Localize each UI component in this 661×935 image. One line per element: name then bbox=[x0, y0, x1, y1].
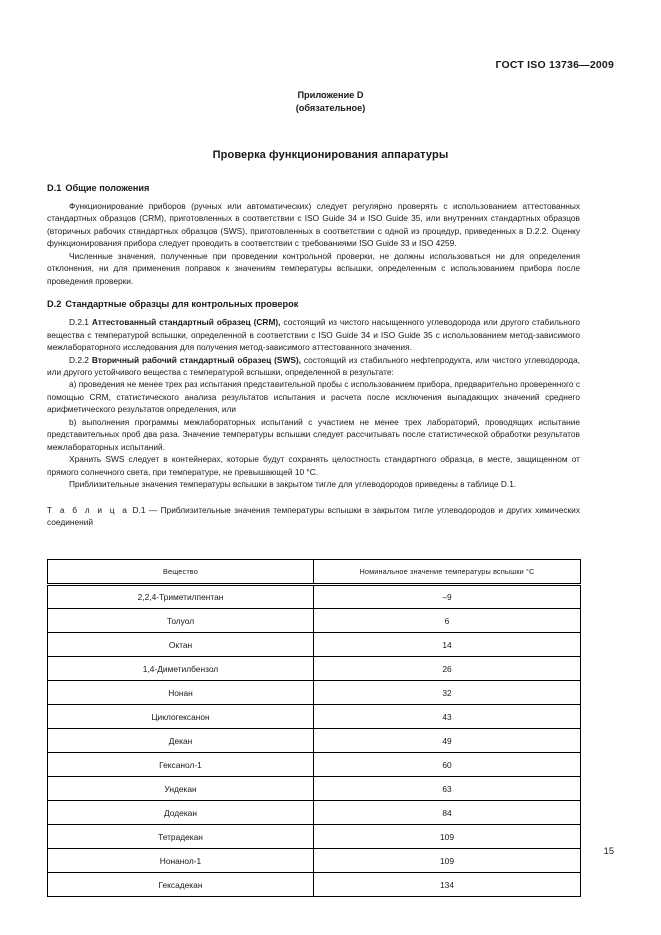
cell-flash-point: 109 bbox=[314, 849, 581, 873]
list-item-b: b) выполнения программы межлабораторных испытаний с участием не менее трех лабораторий, проводящих испытание представительных проб два раза. Значение температуры вспышки следует рассчитывать после статистической обработки результатов межлабораторных испытаний. bbox=[47, 416, 580, 452]
cell-substance: Декан bbox=[48, 729, 314, 753]
paragraph-d1-1: Функционирование приборов (ручных или автоматических) следует регулярно проверять с использованием аттестованных стандартных образцов (CRM), приготовленных в соответствии с ISO Guide 34 и ISO Guide 35, или внутренних стандартных образцов (вторичных рабочих стандартных образцов (SWS), приготовленных в соответствии с одной из процедур, приведенных в D.2.2. Оценку функционирования прибора следует проводить в соответствии с требованиями ISO Guide 33 и ISO 4259. bbox=[47, 201, 580, 249]
paragraph-table-reference: Приблизительные значения температуры вспышки в закрытом тигле для углеводородов приведены в таблице D.1. bbox=[69, 479, 517, 490]
clause-number-d2-1: D.2.1 bbox=[69, 317, 89, 328]
table-row bbox=[48, 873, 581, 897]
cell-flash-point: 26 bbox=[314, 657, 581, 681]
caption-spacer bbox=[47, 491, 580, 504]
cell-flash-point: 134 bbox=[314, 873, 581, 897]
cell-substance: Нонанол-1 bbox=[48, 849, 314, 873]
cell-flash-point: 6 bbox=[314, 609, 581, 633]
cell-flash-point: –9 bbox=[314, 585, 581, 609]
cell-substance: Гексадекан bbox=[48, 873, 314, 897]
table-caption-number: D.1 bbox=[132, 504, 146, 515]
section-title-d1: Общие положения bbox=[65, 183, 150, 193]
table-row bbox=[48, 801, 581, 825]
annex-heading: Проверка функционирования аппаратуры bbox=[212, 149, 449, 161]
clause-term-crm: Аттестованный стандартный образец (CRM), bbox=[91, 317, 281, 328]
table-d1-wrapper bbox=[47, 559, 580, 897]
table-row bbox=[48, 681, 581, 705]
annex-status: (обязательное) bbox=[295, 103, 366, 113]
paragraph-d2-1 bbox=[47, 316, 580, 353]
cell-flash-point: 109 bbox=[314, 825, 581, 849]
section-number-d1: D.1 bbox=[47, 183, 62, 193]
table-caption-dash: — bbox=[148, 504, 158, 515]
cell-substance: Ундекан bbox=[48, 777, 314, 801]
table-row bbox=[48, 705, 581, 729]
page-number: 15 bbox=[603, 846, 614, 856]
table-d1 bbox=[47, 559, 581, 897]
section-heading-d2 bbox=[47, 298, 580, 310]
annex-name: Приложение D bbox=[297, 90, 364, 100]
table-row bbox=[48, 609, 581, 633]
cell-flash-point: 14 bbox=[314, 633, 581, 657]
clause-term-sws: Вторичный рабочий стандартный образец (SWS), bbox=[91, 354, 301, 365]
section-title-d2: Стандартные образцы для контрольных проверок bbox=[65, 299, 299, 310]
table-row bbox=[48, 777, 581, 801]
section-heading-d1 bbox=[47, 182, 580, 194]
cell-substance: Октан bbox=[48, 633, 314, 657]
table-row bbox=[48, 585, 581, 609]
cell-flash-point: 43 bbox=[314, 705, 581, 729]
cell-substance: Гексанол-1 bbox=[48, 753, 314, 777]
cell-flash-point: 63 bbox=[314, 777, 581, 801]
cell-flash-point: 32 bbox=[314, 681, 581, 705]
paragraph-d1-2: Численные значения, полученные при проведении контрольной проверки, не должны использоваться ни для определения отклонения, ни для применения поправок к значениям температуры вспышки, определенным с использованием прибора после проведения проверки. bbox=[47, 250, 580, 286]
table-body bbox=[48, 585, 581, 897]
annex-title-block bbox=[0, 89, 661, 115]
cell-substance: Додекан bbox=[48, 801, 314, 825]
paragraph-d2-2 bbox=[47, 354, 580, 379]
cell-flash-point: 84 bbox=[314, 801, 581, 825]
clause-body-d2-2: состоящий из стабильного нефтепродукта, или чистого углеводорода, или другого устойчивого вещества с температурой вспышки, определенной в результате: bbox=[47, 354, 581, 377]
table-header-row bbox=[48, 560, 581, 585]
clause-body-d2-1: состоящий из чистого насыщенного углеводорода или другого стабильного вещества с температурой вспышки, определенной в соответствии с ISO Guide 34 и ISO Guide 35 с использованием метод-зависимого межлабораторного исследования для получения метод-зависимого аттестованного значения. bbox=[47, 317, 580, 353]
table-row bbox=[48, 825, 581, 849]
column-header-substance: Вещество bbox=[48, 560, 314, 585]
table-row bbox=[48, 753, 581, 777]
cell-substance: 1,4-Диметилбензол bbox=[48, 657, 314, 681]
column-header-flash-point: Номинальное значение температуры вспышки °С bbox=[314, 560, 581, 585]
table-row bbox=[48, 633, 581, 657]
cell-substance: 2,2,4-Триметилпентан bbox=[48, 585, 314, 609]
running-header-standard-id: ГОСТ ISO 13736—2009 bbox=[495, 59, 614, 71]
paragraph-sws-storage: Хранить SWS следует в контейнерах, которые будут сохранять целостность стандартного образца, в месте, защищенном от прямого солнечного света, при температуре, не превышающей 10 °С. bbox=[47, 454, 580, 477]
section-number-d2: D.2 bbox=[47, 299, 62, 310]
cell-flash-point: 49 bbox=[314, 729, 581, 753]
table-row bbox=[48, 849, 581, 873]
clause-number-d2-2: D.2.2 bbox=[69, 354, 89, 365]
table-caption-text: Приблизительные значения температуры вспышки в закрытом тигле углеводородов и других химических соединений bbox=[47, 504, 581, 527]
cell-substance: Тетрадекан bbox=[48, 825, 314, 849]
cell-flash-point: 60 bbox=[314, 753, 581, 777]
cell-substance: Нонан bbox=[48, 681, 314, 705]
table-caption bbox=[47, 504, 580, 529]
list-item-a: a) проведения не менее трех раз испытания представительной пробы с использованием прибора, предварительно проверенного с помощью CRM, статистического анализа результатов испытания и расчета после исключения выпадающих значений среднего арифметического результатов определения, или bbox=[47, 379, 580, 415]
cell-substance: Циклогексанон bbox=[48, 705, 314, 729]
table-row bbox=[48, 729, 581, 753]
table-caption-label: Т а б л и ц а bbox=[47, 504, 130, 515]
body-text-flow bbox=[47, 182, 580, 528]
cell-substance: Толуол bbox=[48, 609, 314, 633]
table-row bbox=[48, 657, 581, 681]
